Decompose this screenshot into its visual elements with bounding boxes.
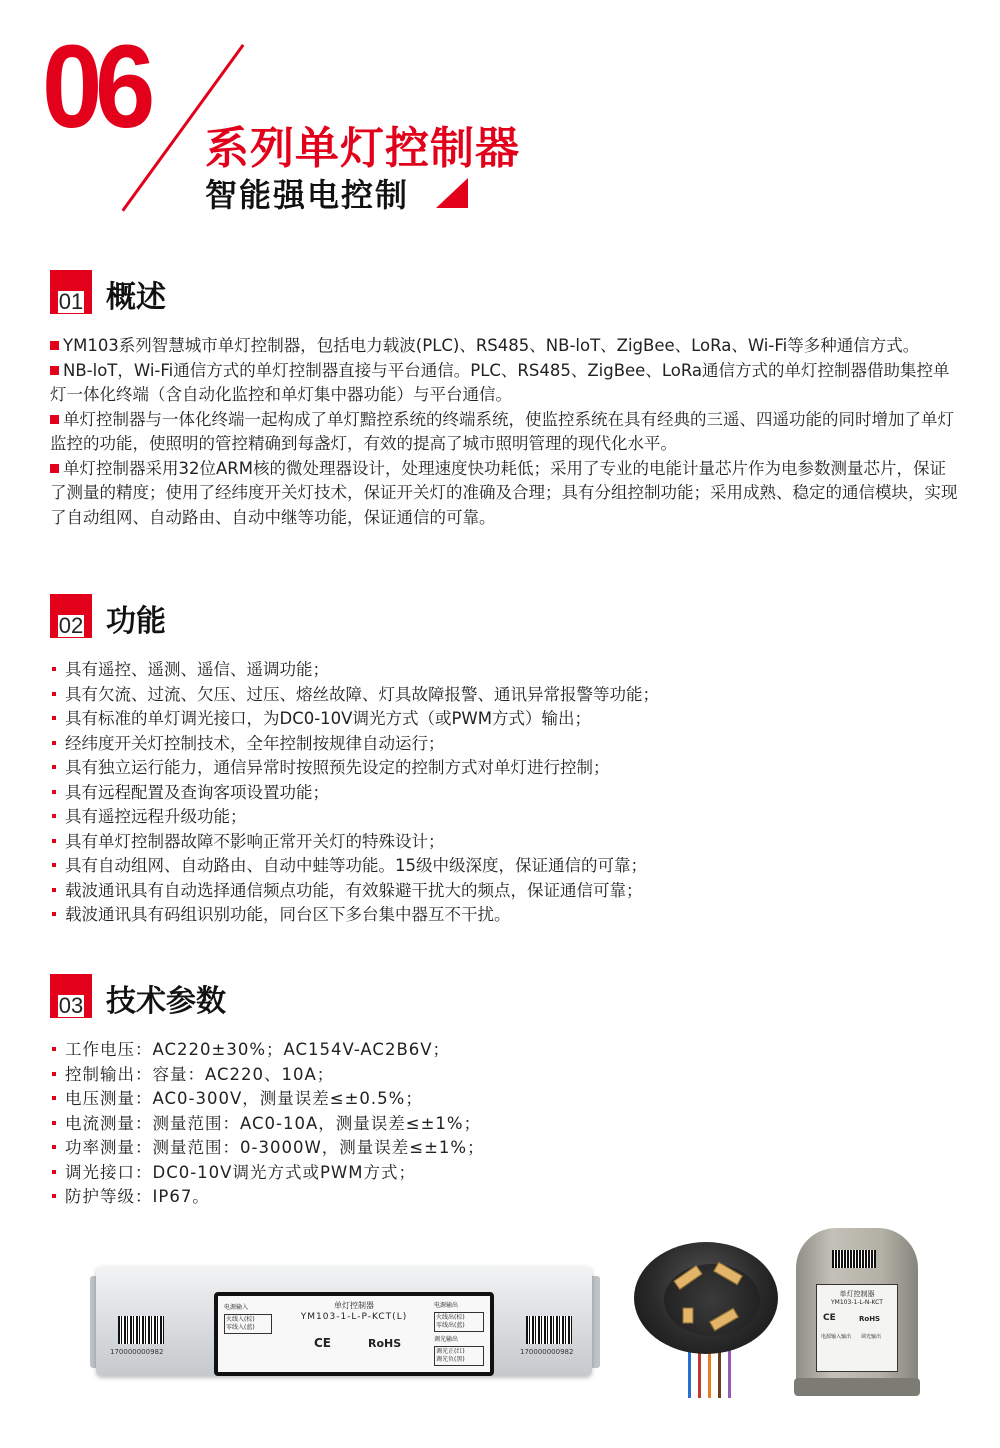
section-number-badge: 02: [50, 594, 92, 638]
list-item: 具有单灯控制器故障不影响正常开关灯的特殊设计；: [52, 830, 952, 855]
label-note: 调光输出: [861, 1334, 882, 1340]
page-subtitle: 智能强电控制: [205, 176, 410, 214]
bullet-icon: [52, 716, 56, 720]
section-title: 概述: [106, 280, 166, 315]
square-bullet-icon: [50, 464, 59, 473]
barcode-number: 170000000982: [110, 1348, 164, 1356]
list-item: 控制输出：容量：AC220、10A；: [52, 1063, 952, 1088]
rohs-mark: RoHS: [859, 1315, 881, 1323]
bullet-icon: [52, 1170, 56, 1174]
list-item: 具有遥控、遥测、遥信、遥调功能；: [52, 658, 952, 683]
paragraph: 单灯控制器采用32位ARM核的微处理器设计，处理速度快功耗低；采用了专业的电能计量芯片作为电参数测量芯片，保证了测量的精度；使用了经纬度开关灯技术，保证开关灯的准确及合理；具有分组控制功能；采用成熟、稳定的通信模块，实现了自动组网、自动路由、自动中继等功能，保证通信的可靠。: [50, 458, 958, 527]
barcode-number: 170000000982: [520, 1348, 574, 1356]
page-title: 系列单灯控制器: [205, 123, 520, 174]
bullet-icon: [52, 692, 56, 696]
square-bullet-icon: [50, 415, 59, 424]
product-label: [214, 1292, 494, 1376]
bullet-icon: [52, 863, 56, 867]
bullet-icon: [52, 1194, 56, 1198]
cap-housing: [796, 1228, 918, 1388]
bullet-icon: [52, 765, 56, 769]
list-item: 功率测量：测量范围：0-3000W，测量误差≤±1%；: [52, 1136, 952, 1161]
label-model: YM103-1-L-P-KCT(L): [300, 1312, 408, 1322]
bullet-icon: [52, 814, 56, 818]
label-note: 电源输入输出: [821, 1334, 852, 1340]
label-output-block: [434, 1300, 484, 1366]
list-item: 具有远程配置及查询客项设置功能；: [52, 781, 952, 806]
bullet-icon: [52, 741, 56, 745]
section-title: 功能: [106, 604, 166, 639]
label-line: 零线出(蓝): [436, 1322, 465, 1329]
product-image-nema: [796, 1228, 920, 1398]
rohs-mark: RoHS: [368, 1337, 402, 1350]
controller-housing: [96, 1266, 592, 1376]
paragraph: YM103系列智慧城市单灯控制器，包括电力载波(PLC)、RS485、NB-loT、ZigBee、LoRa、Wi-Fi等多种通信方式。: [50, 334, 962, 359]
bullet-icon: [52, 790, 56, 794]
ce-mark: CE: [314, 1336, 332, 1350]
product-label: [816, 1284, 898, 1372]
list-item: 具有自动组网、自动路由、自动中蛙等功能。15级中级深度，保证通信的可靠；: [52, 854, 952, 879]
bullet-icon: [52, 1072, 56, 1076]
label-box: [434, 1312, 484, 1332]
label-line: 火线入(棕): [226, 1316, 255, 1323]
socket-pin: [683, 1308, 694, 1324]
list-item: 载波通讯具有码组识别功能，同台区下多台集中器互不干扰。: [52, 903, 952, 928]
list-item: 载波通讯具有自动选择通信频点功能，有效躲避干扰大的频点，保证通信可靠；: [52, 879, 952, 904]
bullet-icon: [52, 1096, 56, 1100]
label-title: 单灯控制器: [839, 1290, 875, 1298]
bullet-icon: [52, 1047, 56, 1051]
list-item: 具有独立运行能力，通信异常时按照预先设定的控制方式对单灯进行控制；: [52, 756, 952, 781]
bullet-icon: [52, 1121, 56, 1125]
label-line: 调光正(红): [436, 1348, 465, 1355]
specs-list: [52, 1038, 952, 1210]
list-item: 经纬度开关灯控制技术，全年控制按规律自动运行；: [52, 732, 952, 757]
functions-list: [52, 658, 952, 928]
square-bullet-icon: [50, 341, 59, 350]
list-item: 具有欠流、过流、欠压、过压、熔丝故障、灯具故障报警、通讯异常报警等功能；: [52, 683, 952, 708]
list-item: 调光接口：DC0-10V调光方式或PWM方式；: [52, 1161, 952, 1186]
socket-base: [634, 1242, 778, 1354]
label-line: 零线入(蓝): [226, 1324, 255, 1331]
label-header: 电源输出: [434, 1302, 459, 1309]
barcode-icon: [526, 1316, 572, 1344]
section-number-large: 06: [42, 21, 149, 153]
label-box: [434, 1346, 484, 1366]
barcode-icon: [832, 1250, 876, 1268]
cap-base: [794, 1378, 920, 1396]
ce-mark: CE: [823, 1313, 836, 1323]
list-item: 电流测量：测量范围：AC0-10A，测量误差≤±1%；: [52, 1112, 952, 1137]
label-box: [224, 1314, 272, 1334]
paragraph: NB-loT，Wi-Fi通信方式的单灯控制器直接与平台通信。PLC、RS485、ZigBee、LoRa通信方式的单灯控制器借助集控单灯一体化终端（含自动化监控和单灯集中器功能）与平台通信。: [50, 360, 950, 404]
list-item: 具有遥控远程升级功能；: [52, 805, 952, 830]
label-input-block: [224, 1302, 272, 1334]
product-image-socket: [628, 1232, 788, 1402]
label-line: 火线出(棕): [436, 1314, 465, 1321]
section-title: 技术参数: [106, 984, 226, 1019]
square-bullet-icon: [50, 366, 59, 375]
bullet-icon: [52, 839, 56, 843]
bullet-icon: [52, 667, 56, 671]
label-model: YM103-1-L-N-KCT: [831, 1299, 883, 1306]
section-number-badge: 01: [50, 270, 92, 314]
bullet-icon: [52, 912, 56, 916]
list-item: 防护等级：IP67。: [52, 1185, 952, 1210]
paragraph: 单灯控制器与一体化终端一起构成了单灯黯控系统的终端系统，使监控系统在具有经典的三遥、四遥功能的同时增加了单灯监控的功能，使照明的管控精确到每盏灯，有效的提高了城市照明管理的现代化水平。: [50, 409, 954, 453]
label-title: 单灯控制器: [334, 1301, 374, 1310]
label-header: 调光输出: [434, 1336, 459, 1343]
list-item: 具有标准的单灯调光接口，为DC0-10V调光方式（或PWM方式）输出；: [52, 707, 952, 732]
overview-text: [50, 334, 962, 530]
list-item: 工作电压：AC220±30%；AC154V-AC2B6V；: [52, 1038, 952, 1063]
product-image-controller: [90, 1258, 600, 1384]
label-line: 调光负(黑): [436, 1356, 465, 1363]
triangle-icon: [436, 178, 468, 208]
barcode-icon: [118, 1316, 164, 1344]
bullet-icon: [52, 888, 56, 892]
bullet-icon: [52, 1145, 56, 1149]
section-number-badge: 03: [50, 974, 92, 1018]
label-header: 电源输入: [224, 1304, 249, 1311]
list-item: 电压测量：AC0-300V，测量误差≤±0.5%；: [52, 1087, 952, 1112]
